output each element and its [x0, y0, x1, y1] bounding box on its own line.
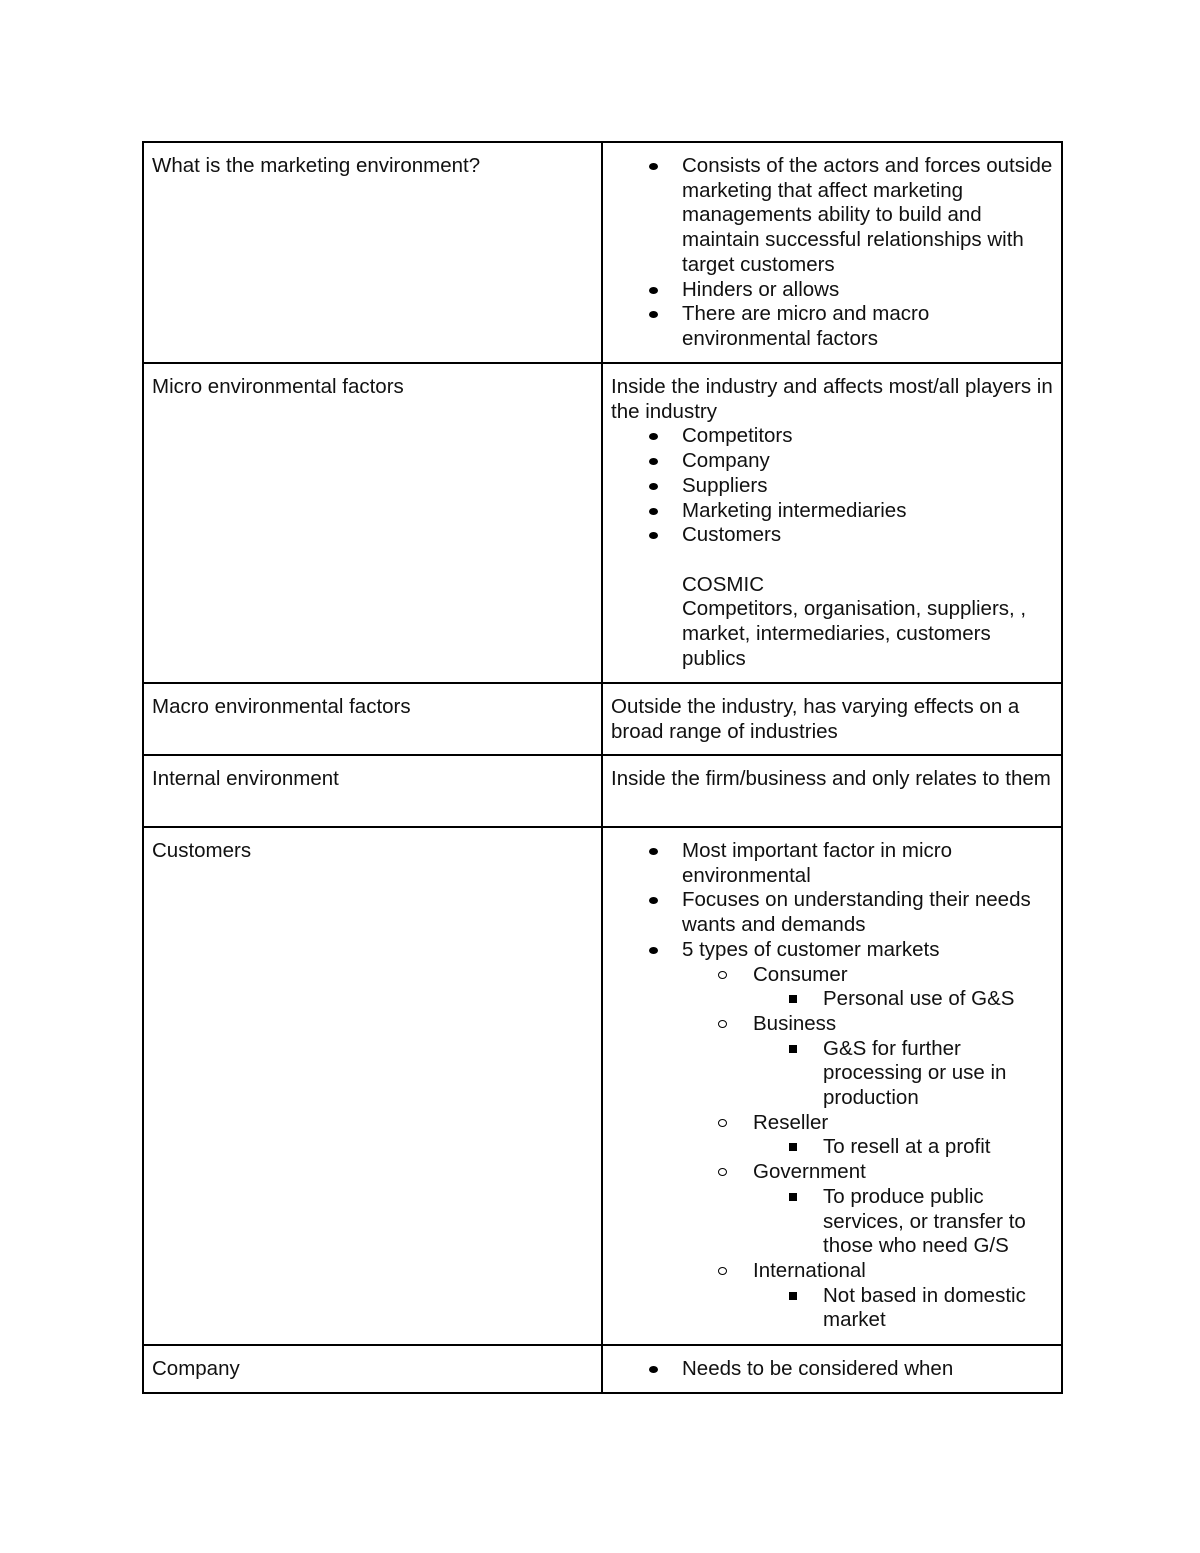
- bullet-square-icon: [789, 1143, 797, 1151]
- term-cell: [143, 827, 602, 1345]
- bullet-disc-icon: [649, 163, 658, 170]
- bullet-disc-icon: [649, 433, 658, 440]
- bullet-disc-icon: [649, 532, 658, 539]
- bullet-disc-icon: [649, 897, 658, 904]
- bullet-list: [611, 1357, 1053, 1382]
- market-detail-list: [753, 987, 1053, 1012]
- bullet-disc-icon: [649, 1366, 658, 1373]
- list-item: Personal use of G&S: [753, 987, 1053, 1012]
- term-cell: [143, 755, 602, 827]
- term-text: Company: [152, 1357, 240, 1380]
- table-row: [143, 683, 1062, 755]
- list-item: Company: [611, 449, 1053, 474]
- definition-cell: [602, 755, 1062, 827]
- bullet-list: [611, 839, 1053, 1333]
- notes-table: [142, 141, 1063, 1394]
- bullet-list: [611, 424, 1053, 548]
- list-item: Customers: [611, 523, 1053, 548]
- bullet-circle-icon: [718, 971, 727, 979]
- list-item: Needs to be considered when: [611, 1357, 1053, 1382]
- market-detail-list: [753, 1037, 1053, 1111]
- list-item: To produce public services, or transfer to those who need G/S: [753, 1185, 1053, 1259]
- bullet-disc-icon: [649, 458, 658, 465]
- bullet-disc-icon: [649, 947, 658, 954]
- table-row: [143, 827, 1062, 1345]
- bullet-disc-icon: [649, 483, 658, 490]
- list-item: G&S for further processing or use in production: [753, 1037, 1053, 1111]
- bullet-disc-icon: [649, 311, 658, 318]
- table-row: [143, 363, 1062, 683]
- list-item: Focuses on understanding their needs wants and demands: [611, 888, 1053, 937]
- acronym-text: COSMIC: [682, 572, 764, 596]
- bullet-square-icon: [789, 1292, 797, 1300]
- bullet-circle-icon: [718, 1168, 727, 1176]
- bullet-disc-icon: [649, 508, 658, 515]
- list-item: Consists of the actors and forces outside marketing that affect marketing managements ability to build and maintain successful relationships with target customers: [611, 154, 1053, 278]
- definition-text: Outside the industry, has varying effects on a broad range of industries: [611, 695, 1020, 743]
- list-item: 5 types of customer markets Consumer Personal use of G&S Business G&S for further processing or use in production Reseller To resell at a profit Government To produce public services, or transfer to those who need G/S International Not based in domestic market: [611, 938, 1053, 1333]
- market-detail-list: [753, 1135, 1053, 1160]
- list-item: Reseller To resell at a profit: [682, 1111, 1053, 1160]
- bullet-square-icon: [789, 995, 797, 1003]
- list-item: Government To produce public services, or transfer to those who need G/S: [682, 1160, 1053, 1259]
- term-text: Internal environment: [152, 767, 339, 790]
- term-cell: [143, 683, 602, 755]
- list-item: Consumer Personal use of G&S: [682, 963, 1053, 1012]
- acronym-expansion: Competitors, organisation, suppliers, , market, intermediaries, customers publics: [682, 597, 1027, 670]
- bullet-disc-icon: [649, 287, 658, 294]
- table-row: [143, 142, 1062, 363]
- intro-text: Inside the industry and affects most/all players in the industry: [611, 375, 1053, 423]
- definition-cell: [602, 363, 1062, 683]
- market-detail-list: [753, 1185, 1053, 1259]
- term-cell: [143, 1345, 602, 1393]
- list-item: Most important factor in micro environmental: [611, 839, 1053, 888]
- term-text: Customers: [152, 839, 252, 862]
- table-row: [143, 1345, 1062, 1393]
- list-item: Marketing intermediaries: [611, 499, 1053, 524]
- acronym-block: [611, 548, 1053, 672]
- list-item: Competitors: [611, 424, 1053, 449]
- definition-cell: [602, 142, 1062, 363]
- market-types-list: [682, 963, 1053, 1334]
- term-cell: [143, 363, 602, 683]
- bullet-list: [611, 154, 1053, 352]
- bullet-circle-icon: [718, 1020, 727, 1028]
- list-item: Hinders or allows: [611, 278, 1053, 303]
- bullet-circle-icon: [718, 1119, 727, 1127]
- term-text: What is the marketing environment?: [152, 154, 481, 177]
- list-item: Not based in domestic market: [753, 1284, 1053, 1333]
- definition-cell: [602, 683, 1062, 755]
- definition-text: Inside the firm/business and only relates to them: [611, 767, 1051, 790]
- bullet-square-icon: [789, 1193, 797, 1201]
- list-item: There are micro and macro environmental factors: [611, 302, 1053, 351]
- term-cell: [143, 142, 602, 363]
- definition-cell: [602, 1345, 1062, 1393]
- term-text: Macro environmental factors: [152, 695, 411, 718]
- bullet-square-icon: [789, 1045, 797, 1053]
- definition-cell: [602, 827, 1062, 1345]
- list-item: Suppliers: [611, 474, 1053, 499]
- bullet-circle-icon: [718, 1267, 727, 1275]
- list-item: To resell at a profit: [753, 1135, 1053, 1160]
- market-detail-list: [753, 1284, 1053, 1333]
- list-item: International Not based in domestic market: [682, 1259, 1053, 1333]
- table-row: [143, 755, 1062, 827]
- list-item: Business G&S for further processing or use in production: [682, 1012, 1053, 1111]
- bullet-disc-icon: [649, 848, 658, 855]
- term-text: Micro environmental factors: [152, 375, 404, 398]
